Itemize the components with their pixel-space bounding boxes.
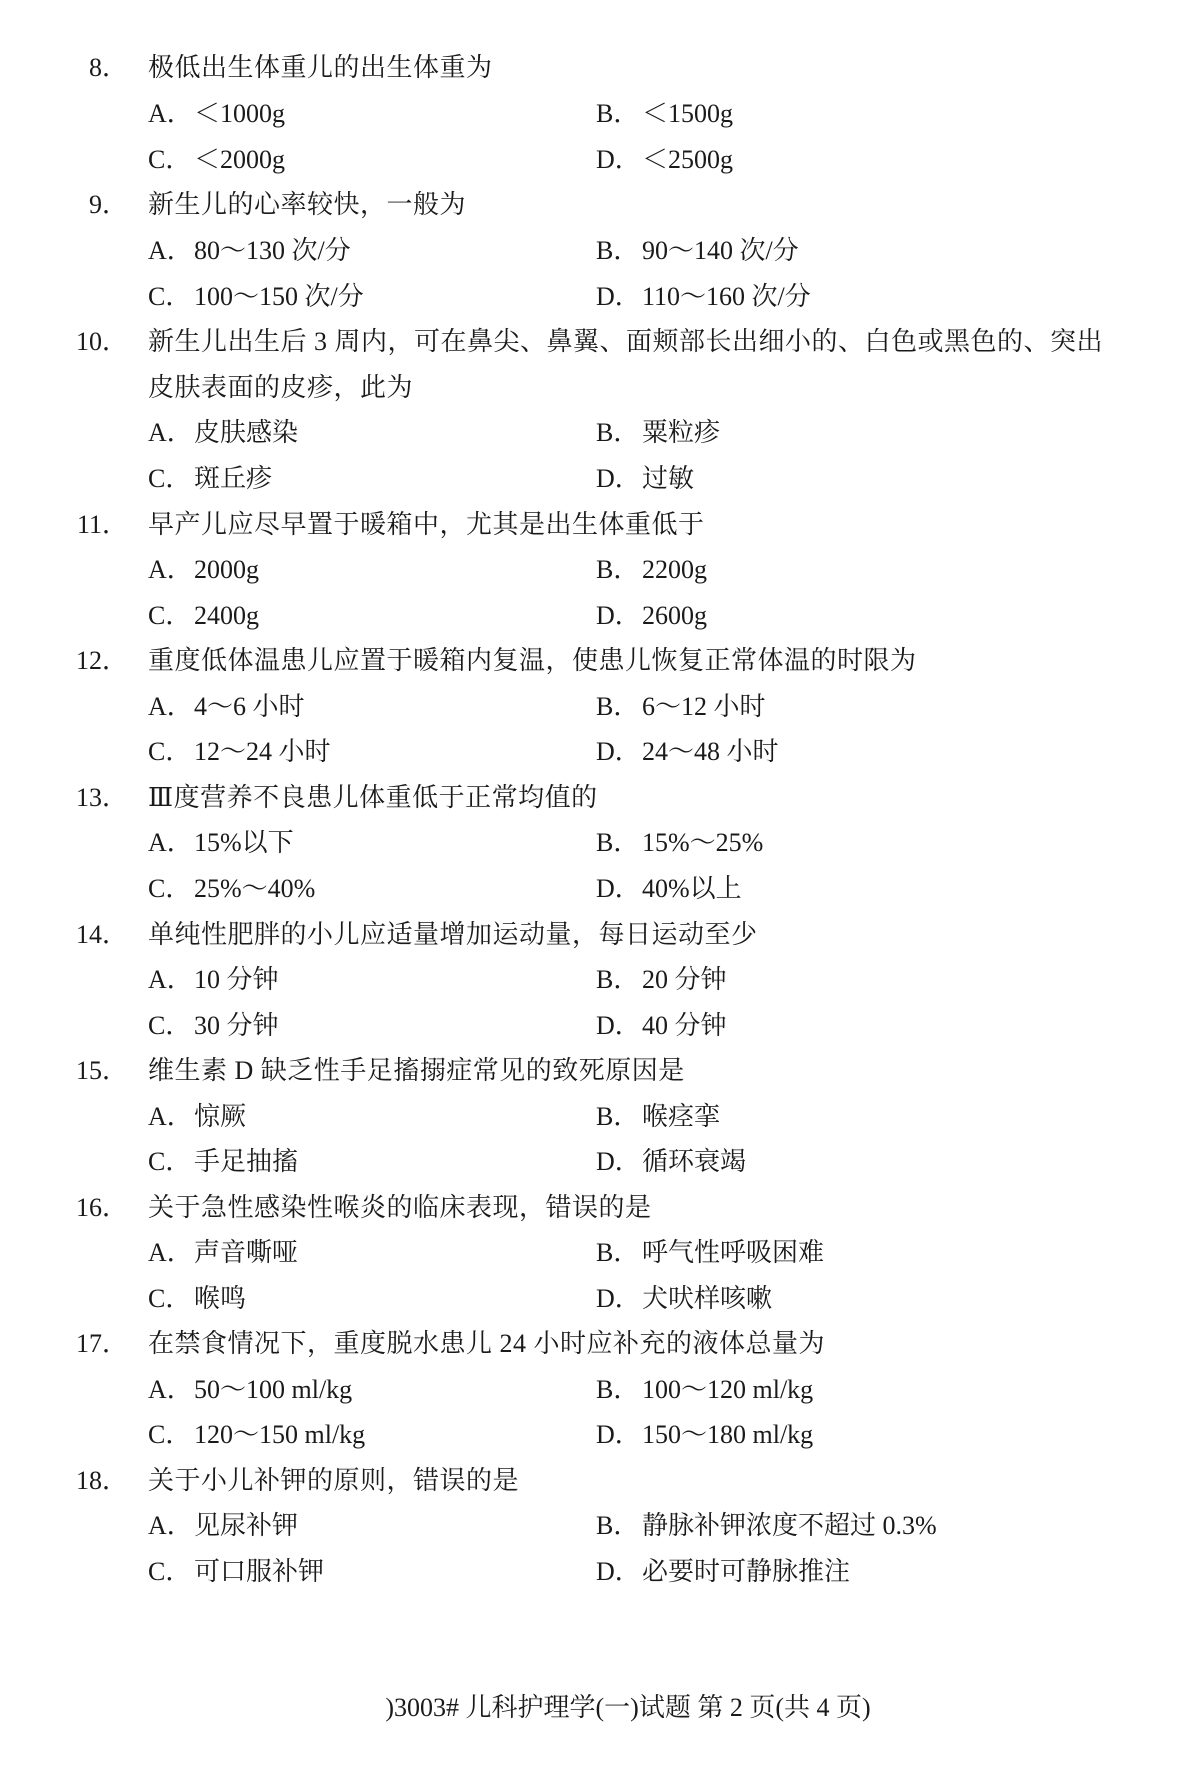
option-text: 惊厥 bbox=[194, 1102, 247, 1131]
option-label: A． bbox=[148, 418, 193, 447]
option-text: 40%以上 bbox=[642, 874, 742, 903]
option-text: 40 分钟 bbox=[642, 1011, 727, 1040]
option-d bbox=[596, 274, 811, 320]
options-row bbox=[0, 1549, 1196, 1595]
option-text: 50～100 ml/kg bbox=[194, 1375, 353, 1404]
option-text: 2600g bbox=[642, 601, 707, 630]
question-8 bbox=[0, 45, 1196, 91]
option-text: 6～12 小时 bbox=[642, 692, 766, 721]
option-b bbox=[596, 228, 799, 274]
option-text: 120～150 ml/kg bbox=[194, 1420, 366, 1449]
option-text: 4～6 小时 bbox=[194, 692, 305, 721]
option-label: D． bbox=[596, 282, 641, 311]
option-b bbox=[596, 684, 766, 730]
option-label: D． bbox=[596, 464, 641, 493]
question-13 bbox=[0, 775, 1196, 821]
option-label: A． bbox=[148, 1238, 193, 1267]
option-label: A． bbox=[148, 692, 193, 721]
option-a bbox=[148, 228, 351, 274]
option-text: 喉鸣 bbox=[194, 1284, 247, 1313]
question-15 bbox=[0, 1048, 1196, 1094]
option-a bbox=[148, 410, 298, 456]
option-text: 皮肤感染 bbox=[194, 418, 299, 447]
options-row bbox=[0, 274, 1196, 320]
option-c bbox=[148, 1549, 324, 1595]
option-d bbox=[596, 137, 733, 183]
option-b bbox=[596, 91, 733, 137]
option-text: ＜1500g bbox=[642, 99, 734, 128]
option-text: 过敏 bbox=[642, 464, 695, 493]
option-d bbox=[596, 593, 707, 639]
option-text: 声音嘶哑 bbox=[194, 1238, 299, 1267]
question-text: 早产儿应尽早置于暖箱中，尤其是出生体重低于 bbox=[148, 510, 705, 539]
option-label: C． bbox=[148, 145, 192, 174]
question-number: 17． bbox=[75, 1329, 128, 1358]
question-text: 关于小儿补钾的原则，错误的是 bbox=[148, 1466, 520, 1495]
question-10 bbox=[0, 319, 1196, 365]
question-number: 10． bbox=[75, 327, 128, 356]
option-text: 90～140 次/分 bbox=[642, 236, 799, 265]
option-c bbox=[148, 137, 285, 183]
options-row bbox=[0, 456, 1196, 502]
option-text: 150～180 ml/kg bbox=[642, 1420, 814, 1449]
option-b bbox=[596, 1094, 720, 1140]
question-16 bbox=[0, 1185, 1196, 1231]
option-label: C． bbox=[148, 601, 192, 630]
option-label: A． bbox=[148, 236, 193, 265]
option-label: C． bbox=[148, 1011, 192, 1040]
question-number: 13． bbox=[75, 783, 128, 812]
option-text: 2200g bbox=[642, 555, 707, 584]
options-row bbox=[0, 410, 1196, 456]
option-text: 可口服补钾 bbox=[194, 1557, 325, 1586]
option-b bbox=[596, 820, 763, 866]
option-label: B． bbox=[596, 1375, 640, 1404]
option-c bbox=[148, 593, 259, 639]
option-label: A． bbox=[148, 1511, 193, 1540]
question-17 bbox=[0, 1321, 1196, 1367]
options-row bbox=[0, 593, 1196, 639]
option-a bbox=[148, 91, 285, 137]
option-c bbox=[148, 866, 315, 912]
option-text: 必要时可静脉推注 bbox=[642, 1557, 851, 1586]
options-row bbox=[0, 1367, 1196, 1413]
options-row bbox=[0, 1276, 1196, 1322]
options-row bbox=[0, 729, 1196, 775]
question-18 bbox=[0, 1458, 1196, 1504]
options-row bbox=[0, 91, 1196, 137]
option-c bbox=[148, 274, 364, 320]
question-9 bbox=[0, 182, 1196, 228]
option-b bbox=[596, 410, 720, 456]
option-text: ＜2500g bbox=[642, 145, 734, 174]
option-label: D． bbox=[596, 1557, 641, 1586]
option-label: C． bbox=[148, 282, 192, 311]
option-label: B． bbox=[596, 418, 640, 447]
page-footer: )3003# 儿科护理学(一)试题 第 2 页(共 4 页) bbox=[385, 1693, 871, 1722]
option-label: D． bbox=[596, 1284, 641, 1313]
option-label: B． bbox=[596, 1511, 640, 1540]
option-a bbox=[148, 1094, 246, 1140]
option-a bbox=[148, 957, 279, 1003]
option-text: 25%～40% bbox=[194, 874, 316, 903]
option-text: 犬吠样咳嗽 bbox=[642, 1284, 773, 1313]
option-c bbox=[148, 1276, 246, 1322]
option-text: 手足抽搐 bbox=[194, 1147, 299, 1176]
option-c bbox=[148, 1139, 298, 1185]
option-text: 见尿补钾 bbox=[194, 1511, 299, 1540]
option-label: C． bbox=[148, 1420, 192, 1449]
options-row bbox=[0, 1412, 1196, 1458]
option-label: B． bbox=[596, 1238, 640, 1267]
option-d bbox=[596, 866, 742, 912]
options-row bbox=[0, 1503, 1196, 1549]
option-label: C． bbox=[148, 1147, 192, 1176]
question-number: 16． bbox=[75, 1193, 128, 1222]
options-row bbox=[0, 866, 1196, 912]
option-label: D． bbox=[596, 737, 641, 766]
option-d bbox=[596, 1412, 813, 1458]
question-text: Ⅲ度营养不良患儿体重低于正常均值的 bbox=[148, 783, 598, 812]
option-label: D． bbox=[596, 601, 641, 630]
option-c bbox=[148, 1412, 365, 1458]
question-14 bbox=[0, 912, 1196, 958]
option-label: B． bbox=[596, 1102, 640, 1131]
question-number: 18． bbox=[75, 1466, 128, 1495]
option-label: B． bbox=[596, 236, 640, 265]
option-b bbox=[596, 547, 707, 593]
option-text: 12～24 小时 bbox=[194, 737, 331, 766]
option-text: 100～150 次/分 bbox=[194, 282, 364, 311]
options-row bbox=[0, 1003, 1196, 1049]
option-label: B． bbox=[596, 692, 640, 721]
option-label: A． bbox=[148, 1375, 193, 1404]
option-d bbox=[596, 1276, 772, 1322]
option-text: 20 分钟 bbox=[642, 965, 727, 994]
option-label: D． bbox=[596, 145, 641, 174]
option-text: ＜2000g bbox=[194, 145, 286, 174]
option-label: B． bbox=[596, 965, 640, 994]
question-text: 关于急性感染性喉炎的临床表现，错误的是 bbox=[148, 1193, 652, 1222]
option-text: 100～120 ml/kg bbox=[642, 1375, 814, 1404]
option-d bbox=[596, 456, 694, 502]
option-label: A． bbox=[148, 965, 193, 994]
options-row bbox=[0, 684, 1196, 730]
option-d bbox=[596, 1549, 850, 1595]
option-c bbox=[148, 456, 272, 502]
options-row bbox=[0, 228, 1196, 274]
option-text: 斑丘疹 bbox=[194, 464, 273, 493]
option-label: B． bbox=[596, 555, 640, 584]
option-label: A． bbox=[148, 828, 193, 857]
options-row bbox=[0, 820, 1196, 866]
option-text: 15%～25% bbox=[642, 828, 764, 857]
options-row bbox=[0, 1094, 1196, 1140]
question-number: 8． bbox=[88, 53, 128, 82]
option-d bbox=[596, 729, 779, 775]
option-label: D． bbox=[596, 1011, 641, 1040]
option-label: A． bbox=[148, 555, 193, 584]
question-number: 12． bbox=[75, 646, 128, 675]
option-d bbox=[596, 1139, 746, 1185]
option-a bbox=[148, 820, 294, 866]
question-text: 新生儿出生后 3 周内，可在鼻尖、鼻翼、面颊部长出细小的、白色或黑色的、突出 bbox=[148, 327, 1104, 356]
question-text: 在禁食情况下，重度脱水患儿 24 小时应补充的液体总量为 bbox=[148, 1329, 826, 1358]
option-label: B． bbox=[596, 828, 640, 857]
option-a bbox=[148, 1230, 298, 1276]
option-b bbox=[596, 1503, 937, 1549]
question-text: 极低出生体重儿的出生体重为 bbox=[148, 53, 493, 82]
option-label: C． bbox=[148, 1557, 192, 1586]
question-number: 11． bbox=[76, 510, 128, 539]
option-text: 静脉补钾浓度不超过 0.3% bbox=[642, 1511, 937, 1540]
option-a bbox=[148, 1367, 352, 1413]
options-row bbox=[0, 137, 1196, 183]
option-label: D． bbox=[596, 874, 641, 903]
option-label: A． bbox=[148, 99, 193, 128]
question-number: 9． bbox=[88, 190, 128, 219]
option-label: A． bbox=[148, 1102, 193, 1131]
question-number: 14． bbox=[75, 920, 128, 949]
option-text: 15%以下 bbox=[194, 828, 294, 857]
option-b bbox=[596, 1367, 813, 1413]
question-text: 单纯性肥胖的小儿应适量增加运动量，每日运动至少 bbox=[148, 920, 758, 949]
option-text: 30 分钟 bbox=[194, 1011, 279, 1040]
option-text: 2000g bbox=[194, 555, 259, 584]
option-a bbox=[148, 547, 259, 593]
option-c bbox=[148, 729, 331, 775]
option-label: C． bbox=[148, 464, 192, 493]
options-row bbox=[0, 957, 1196, 1003]
option-text: 80～130 次/分 bbox=[194, 236, 351, 265]
question-10-continuation bbox=[0, 365, 1196, 411]
option-b bbox=[596, 957, 727, 1003]
option-text: 24～48 小时 bbox=[642, 737, 779, 766]
option-text: 呼气性呼吸困难 bbox=[642, 1238, 825, 1267]
option-label: C． bbox=[148, 1284, 192, 1313]
option-label: D． bbox=[596, 1147, 641, 1176]
option-a bbox=[148, 1503, 298, 1549]
option-text: 2400g bbox=[194, 601, 259, 630]
option-a bbox=[148, 684, 305, 730]
option-text: 10 分钟 bbox=[194, 965, 279, 994]
options-row bbox=[0, 1139, 1196, 1185]
options-row bbox=[0, 547, 1196, 593]
option-text: 粟粒疹 bbox=[642, 418, 721, 447]
option-label: C． bbox=[148, 737, 192, 766]
question-text-continuation: 皮肤表面的皮疹，此为 bbox=[148, 373, 414, 402]
option-d bbox=[596, 1003, 727, 1049]
option-label: D． bbox=[596, 1420, 641, 1449]
option-text: ＜1000g bbox=[194, 99, 286, 128]
question-11 bbox=[0, 502, 1196, 548]
option-label: C． bbox=[148, 874, 192, 903]
option-label: B． bbox=[596, 99, 640, 128]
question-number: 15． bbox=[75, 1056, 128, 1085]
question-text: 重度低体温患儿应置于暖箱内复温，使患儿恢复正常体温的时限为 bbox=[148, 646, 917, 675]
question-text: 新生儿的心率较快，一般为 bbox=[148, 190, 467, 219]
option-text: 循环衰竭 bbox=[642, 1147, 747, 1176]
option-b bbox=[596, 1230, 824, 1276]
option-text: 喉痉挛 bbox=[642, 1102, 721, 1131]
options-row bbox=[0, 1230, 1196, 1276]
question-12 bbox=[0, 638, 1196, 684]
option-c bbox=[148, 1003, 279, 1049]
question-text: 维生素 D 缺乏性手足搐搦症常见的致死原因是 bbox=[148, 1056, 685, 1085]
option-text: 110～160 次/分 bbox=[642, 282, 811, 311]
